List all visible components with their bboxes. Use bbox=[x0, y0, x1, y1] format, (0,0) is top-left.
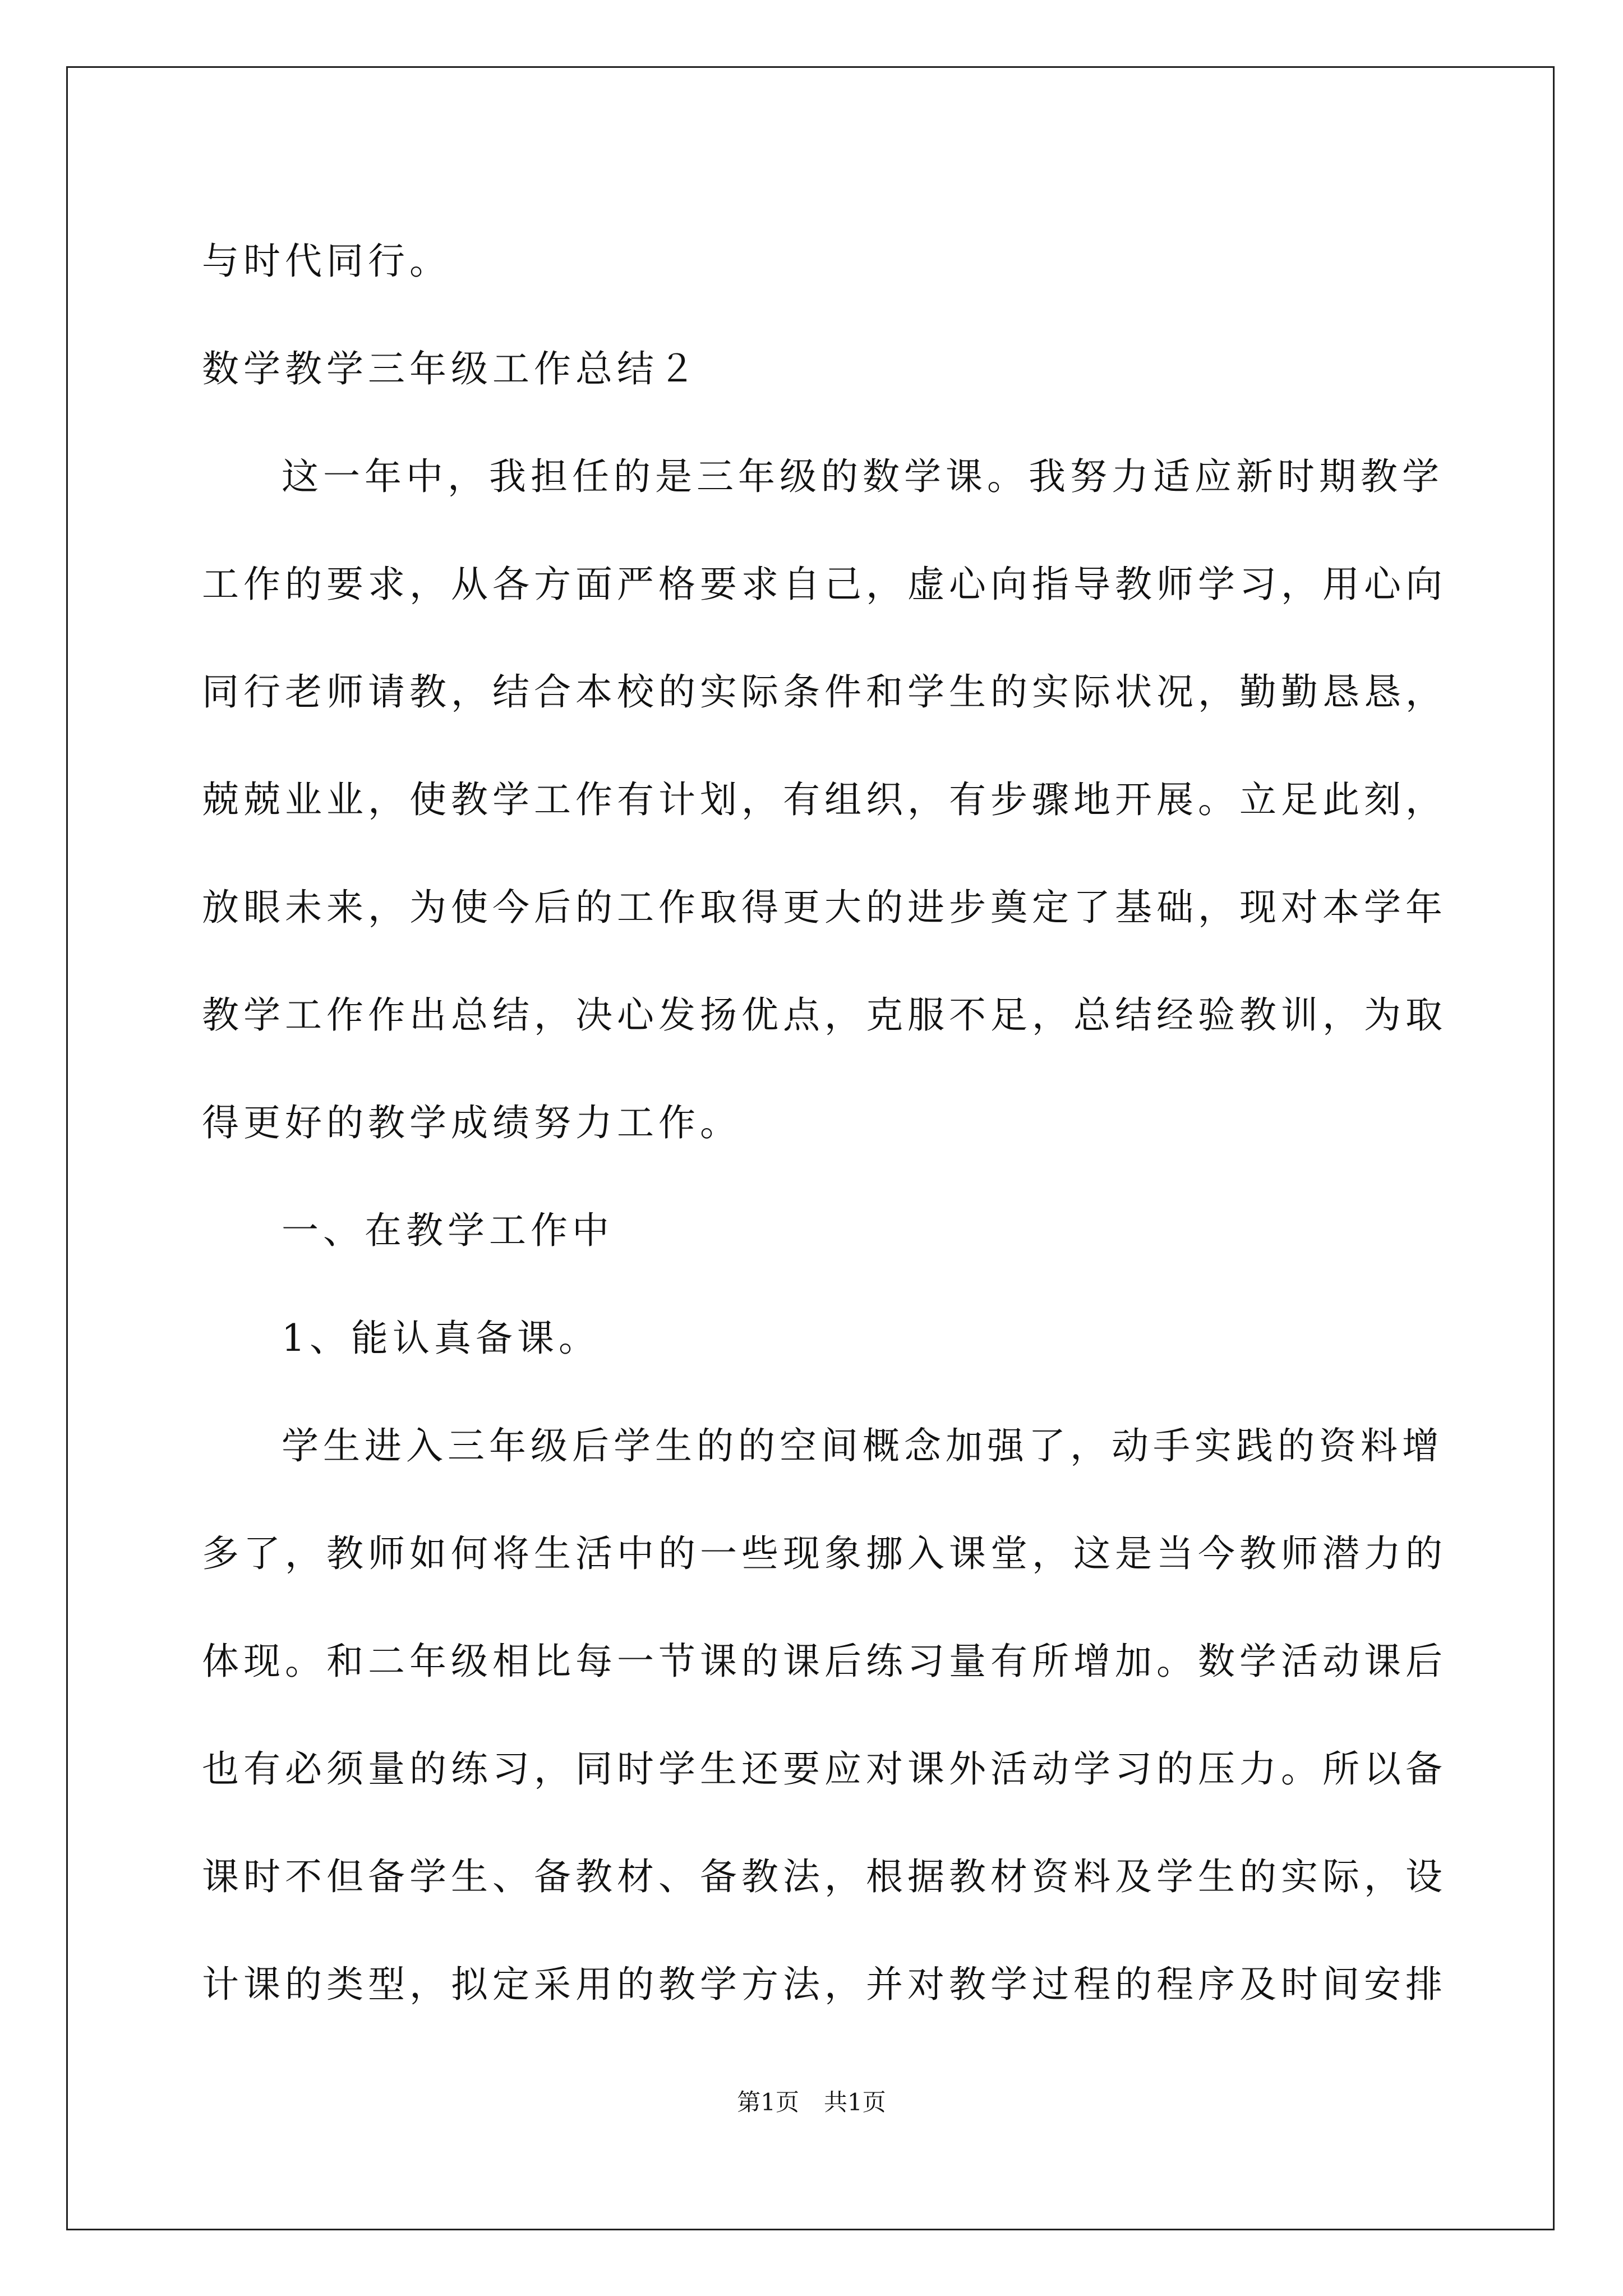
text-line: 教学工作作出总结，决心发扬优点，克服不足，总结经验教训，为取 bbox=[202, 993, 1447, 1037]
document-body bbox=[202, 208, 1447, 2039]
text-line: 工作的要求，从各方面严格要求自己，虚心向指导教师学习，用心向 bbox=[202, 563, 1447, 606]
subheading: 一、在教学工作中 bbox=[282, 1209, 614, 1252]
page-total: 共1页 bbox=[824, 2088, 886, 2116]
text-line: 这一年中，我担任的是三年级的数学课。我努力适应新时期教学 bbox=[282, 455, 1444, 498]
text-line: 课时不但备学生、备教材、备教法，根据教材资料及学生的实际，设 bbox=[202, 1855, 1447, 1898]
text-line: 学生进入三年级后学生的的空间概念加强了，动手实践的资料增 bbox=[282, 1424, 1444, 1467]
text-line: 同行老师请教，结合本校的实际条件和学生的实际状况，勤勤恳恳， bbox=[202, 670, 1447, 714]
text-line: 放眼未来，为使今后的工作取得更大的进步奠定了基础，现对本学年 bbox=[202, 886, 1447, 929]
text-line: 计课的类型，拟定采用的教学方法，并对教学过程的程序及时间安排 bbox=[202, 1963, 1447, 2006]
page-number: 第1页 bbox=[737, 2088, 799, 2116]
text-line: 多了，教师如何将生活中的一些现象挪入课堂，这是当今教师潜力的 bbox=[202, 1532, 1447, 1575]
section-title: 数学教学三年级工作总结２ bbox=[202, 347, 700, 390]
text-line: 与时代同行。 bbox=[202, 240, 451, 283]
text-line: 兢兢业业，使教学工作有计划，有组织，有步骤地开展。立足此刻， bbox=[202, 778, 1447, 821]
page-footer bbox=[0, 2086, 1623, 2119]
subheading: 1、能认真备课。 bbox=[282, 1317, 600, 1360]
text-line: 体现。和二年级相比每一节课的课后练习量有所增加。数学活动课后 bbox=[202, 1640, 1447, 1683]
text-line: 得更好的教学成绩努力工作。 bbox=[202, 1101, 741, 1144]
text-line: 也有必须量的练习，同时学生还要应对课外活动学习的压力。所以备 bbox=[202, 1747, 1447, 1791]
